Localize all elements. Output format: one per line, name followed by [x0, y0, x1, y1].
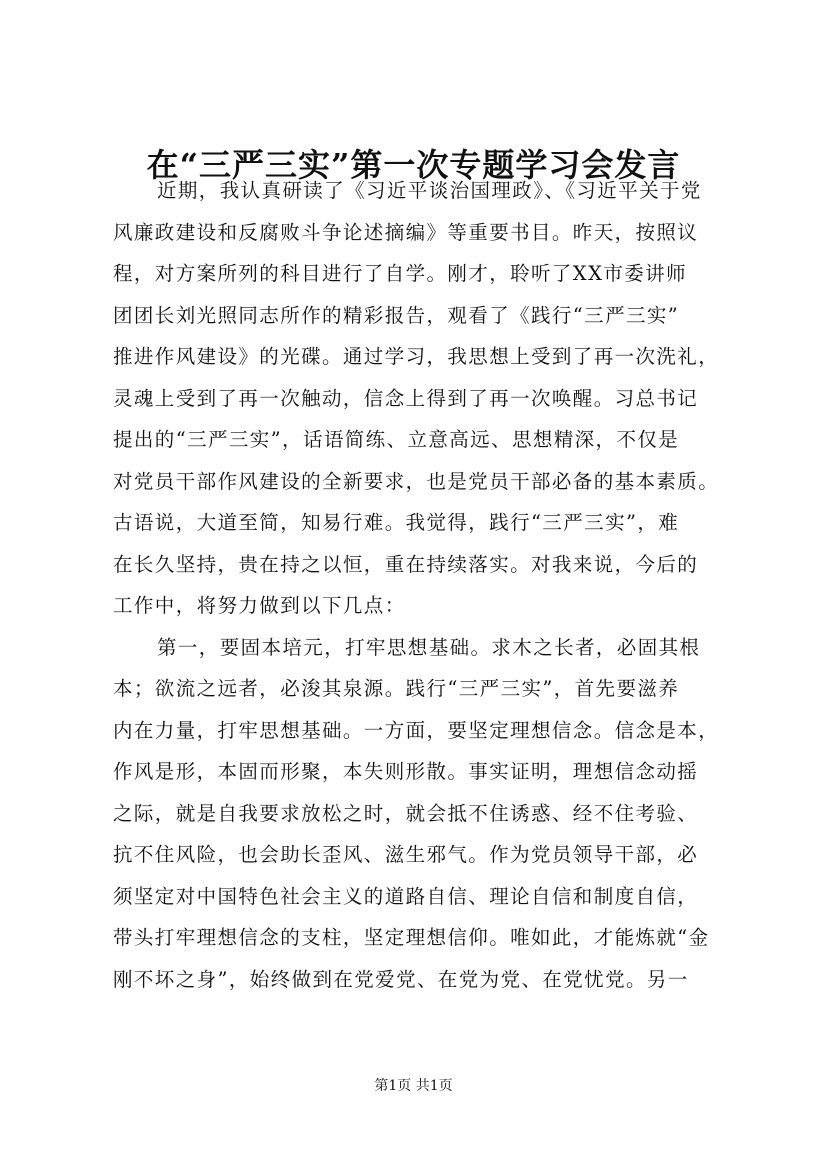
paragraph-line: 抗不住风险，也会助长歪风、滋生邪气。作为党员领导干部，必 — [113, 843, 699, 866]
paragraph-line: 灵魂上受到了再一次触动，信念上得到了再一次唤醒。习总书记 — [113, 386, 699, 410]
page-title: 在“三严三实”第一次专题学习会发言 — [146, 146, 681, 184]
paragraph-line: 推进作风建设》的光碟。通过学习，我思想上受到了再一次洗礼， — [113, 345, 720, 368]
paragraph-line: 近期，我认真研读了《习近平谈治国理政》、《习近平关于党 — [157, 179, 702, 202]
paragraph-line: 作风是形，本固而形聚，本失则形散。事实证明，理想信念动摇 — [113, 760, 699, 783]
paragraph-line: 刚不坏之身”，始终做到在党爱党、在党为党、在党忧党。另一 — [113, 967, 689, 991]
page-footer: 第1页 共1页 — [374, 1078, 453, 1094]
paragraph-line: 带头打牢理想信念的支柱，坚定理想信仰。唯如此，才能炼就“金 — [113, 926, 710, 949]
paragraph-line: 风廉政建设和反腐败斗争论述摘编》等重要书目。昨天，按照议 — [113, 220, 699, 244]
paragraph-line: 本；欲流之远者，必浚其泉源。践行“三严三实”，首先要滋养 — [113, 677, 680, 700]
paragraph-line: 须坚定对中国特色社会主义的道路自信、理论自信和制度自信， — [113, 884, 699, 908]
paragraph-line: 在长久坚持，贵在持之以恒，重在持续落实。对我来说，今后的 — [113, 552, 699, 576]
paragraph-line: 提出的“三严三实”，话语简练、立意高远、思想精深，不仅是 — [113, 428, 680, 451]
paragraph-line: 古语说，大道至简，知易行难。我觉得，践行“三严三实”，难 — [113, 511, 680, 534]
paragraph-line: 工作中，将努力做到以下几点： — [113, 594, 406, 617]
paragraph-line: 程，对方案所列的科目进行了自学。刚才，聆听了XX市委讲师 — [113, 262, 687, 285]
paragraph-line: 对党员干部作风建设的全新要求，也是党员干部必备的基本素质。 — [113, 469, 720, 493]
paragraph-line: 团团长刘光照同志所作的精彩报告，观看了《践行“三严三实” — [113, 303, 680, 327]
paragraph-line: 之际，就是自我要求放松之时，就会抵不住诱惑、经不住考验、 — [113, 801, 699, 825]
paragraph-line: 内在力量，打牢思想基础。一方面，要坚定理想信念。信念是本， — [113, 718, 720, 742]
document-body — [113, 170, 743, 1000]
paragraph-line: 第一，要固本培元，打牢思想基础。求木之长者，必固其根 — [157, 635, 701, 659]
